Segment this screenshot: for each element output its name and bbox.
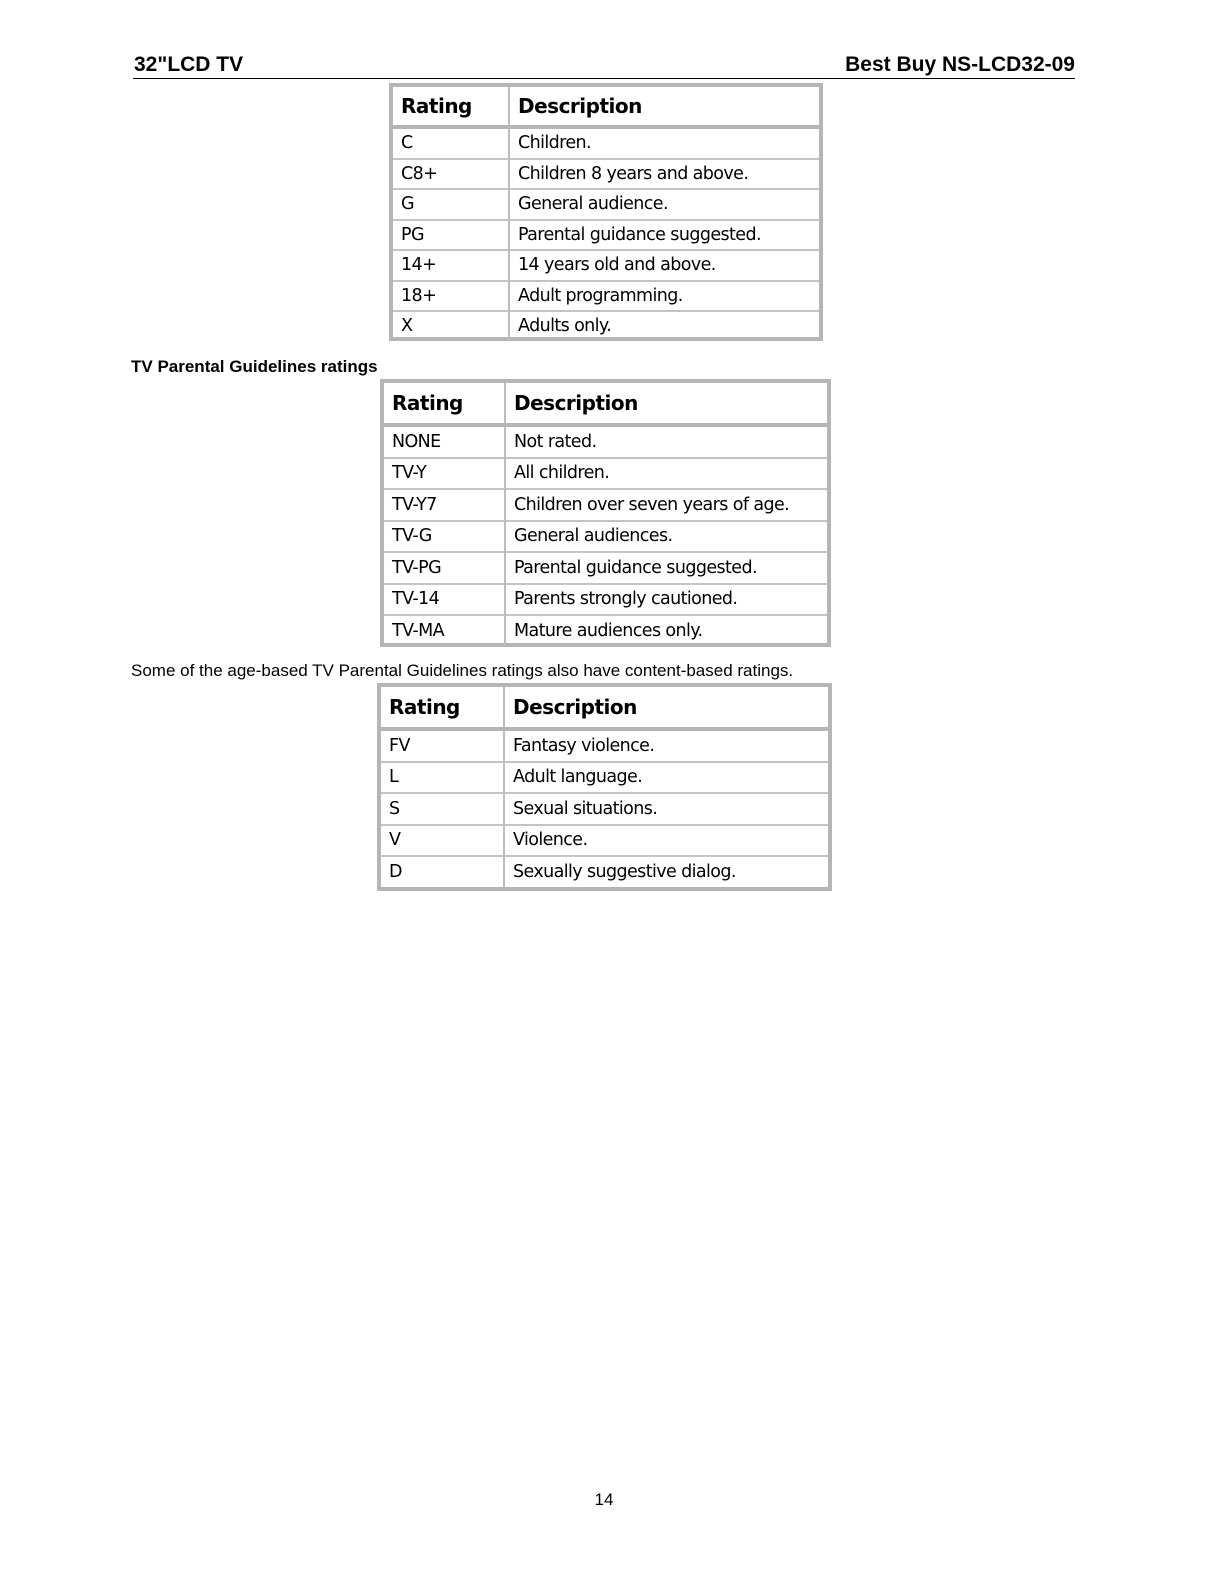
table-row <box>393 311 819 341</box>
table-header-row <box>384 383 827 425</box>
table-row <box>384 584 827 616</box>
rating-description-cell: Sexually suggestive dialog. <box>504 856 828 887</box>
content-ratings-note: Some of the age-based TV Parental Guidelines ratings also have content-based ratings. <box>131 661 794 680</box>
rating-code-cell: G <box>393 189 509 220</box>
rating-description-cell: Parents strongly cautioned. <box>505 584 827 616</box>
rating-code-cell: TV-Y7 <box>384 489 505 521</box>
table-row <box>381 825 828 857</box>
table-row <box>384 552 827 584</box>
page-number: 14 <box>594 1490 614 1509</box>
column-header-description: Description <box>504 687 828 729</box>
rating-description-cell: Parental guidance suggested. <box>509 220 819 251</box>
content-based-ratings-table <box>377 683 832 891</box>
rating-code-cell: L <box>381 762 504 794</box>
table-row <box>393 159 819 190</box>
table-row <box>381 762 828 794</box>
rating-code-cell: X <box>393 311 509 341</box>
table-row <box>393 220 819 251</box>
rating-code-cell: C <box>393 127 509 159</box>
table-row <box>393 281 819 312</box>
page-header <box>133 52 1075 79</box>
header-title: 32"LCD TV <box>134 53 244 76</box>
table-row <box>393 127 819 159</box>
rating-code-cell: C8+ <box>393 159 509 190</box>
rating-code-cell: TV-Y <box>384 458 505 490</box>
section-heading: TV Parental Guidelines ratings <box>131 357 378 376</box>
rating-code-cell: TV-G <box>384 521 505 553</box>
rating-description-cell: Sexual situations. <box>504 793 828 825</box>
table-row <box>384 425 827 458</box>
rating-code-cell: 18+ <box>393 281 509 312</box>
rating-code-cell: S <box>381 793 504 825</box>
table-row <box>384 458 827 490</box>
rating-description-cell: Adult language. <box>504 762 828 794</box>
header-model: Best Buy NS-LCD32-09 <box>845 53 1075 76</box>
rating-description-cell: Fantasy violence. <box>513 735 655 756</box>
table-row <box>384 615 827 646</box>
rating-description-cell: All children. <box>505 458 827 490</box>
rating-code-cell: TV-MA <box>384 615 505 646</box>
rating-code-cell: 14+ <box>393 250 509 281</box>
rating-description-cell: Violence. <box>504 825 828 857</box>
tv-parental-guidelines-table <box>380 379 831 647</box>
table-row <box>381 729 828 762</box>
rating-code-cell: PG <box>393 220 509 251</box>
rating-description-cell: General audience. <box>509 189 819 220</box>
rating-description-cell: Mature audiences only. <box>505 615 827 646</box>
rating-description-cell: Not rated. <box>514 431 597 452</box>
table-row <box>384 489 827 521</box>
column-header-rating: Rating <box>393 87 509 127</box>
column-header-rating: Rating <box>384 383 505 425</box>
rating-code-cell: NONE <box>384 425 505 458</box>
canadian-ratings-table <box>389 83 823 341</box>
rating-description-cell: Parental guidance suggested. <box>505 552 827 584</box>
rating-code-cell: TV-14 <box>384 584 505 616</box>
column-header-description: Description <box>509 87 819 127</box>
column-header-rating: Rating <box>381 687 504 729</box>
table-row <box>393 189 819 220</box>
rating-description-cell: Children over seven years of age. <box>505 489 827 521</box>
rating-code-cell: V <box>381 825 504 857</box>
rating-description-cell: Children. <box>518 133 591 154</box>
table-row <box>381 856 828 887</box>
rating-code-cell: TV-PG <box>384 552 505 584</box>
rating-code-cell: D <box>381 856 504 887</box>
column-header-description: Description <box>505 383 827 425</box>
rating-code-cell: FV <box>381 729 504 762</box>
table-row <box>384 521 827 553</box>
rating-description-cell: General audiences. <box>505 521 827 553</box>
table-header-row <box>393 87 819 127</box>
rating-description-cell: Children 8 years and above. <box>509 159 819 190</box>
table-row <box>393 250 819 281</box>
rating-description-cell: Adults only. <box>509 311 819 341</box>
table-header-row <box>381 687 828 729</box>
rating-description-cell: Adult programming. <box>509 281 819 312</box>
table-row <box>381 793 828 825</box>
rating-description-cell: 14 years old and above. <box>509 250 819 281</box>
